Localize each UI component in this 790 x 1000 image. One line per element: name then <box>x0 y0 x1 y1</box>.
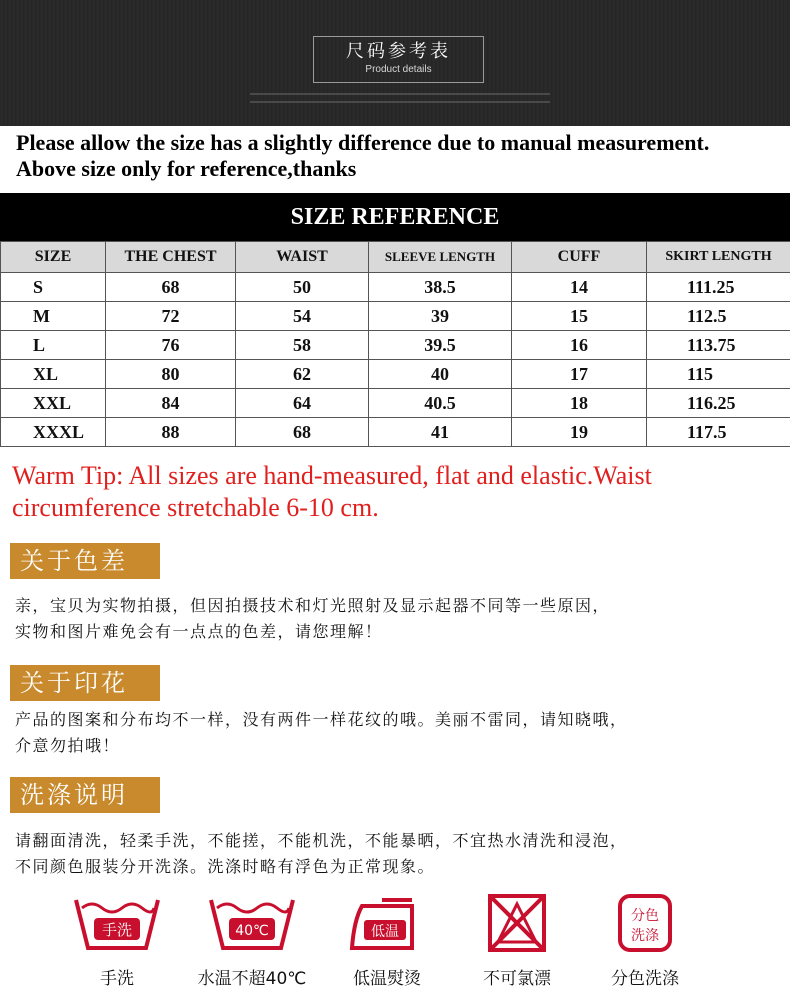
table-cell: 64 <box>236 389 369 418</box>
table-cell: 40 <box>369 360 512 389</box>
table-cell: 111.25 <box>647 273 790 302</box>
section-body-wash <box>15 828 785 880</box>
care-label: 手洗 <box>100 969 134 989</box>
section-title-print: 关于印花 <box>10 665 160 701</box>
table-cell: 68 <box>106 273 236 302</box>
warm-tip: Warm Tip: All sizes are hand-measured, flat and elastic.Waist circumference stretchable 6-10 cm. <box>12 461 652 522</box>
table-row <box>1 273 790 302</box>
table-cell: 112.5 <box>647 302 790 331</box>
table-cell: 50 <box>236 273 369 302</box>
table-cell: XXL <box>1 389 106 418</box>
table-cell: 116.25 <box>647 389 790 418</box>
table-cell: 17 <box>512 360 647 389</box>
size-table-title: SIZE REFERENCE <box>0 193 790 241</box>
hand-wash-icon <box>72 892 162 954</box>
table-row <box>1 360 790 389</box>
section-line: 介意勿拍哦！ <box>15 736 121 755</box>
low-iron-icon <box>342 892 432 954</box>
table-cell: 113.75 <box>647 331 790 360</box>
table-cell: 38.5 <box>369 273 512 302</box>
table-cell: 72 <box>106 302 236 331</box>
section-line: 产品的图案和分布均不一样，没有两件一样花纹的哦。美丽不雷同，请知晓哦， <box>15 710 628 729</box>
care-item-low-iron <box>322 892 452 989</box>
banner-fine-text <box>250 93 550 95</box>
section-body-color <box>15 593 785 645</box>
separate-wash-badge-bottom: 洗涤 <box>631 928 659 944</box>
wash-40-badge: 40℃ <box>235 923 269 939</box>
table-cell: XL <box>1 360 106 389</box>
table-cell: 39 <box>369 302 512 331</box>
hand-wash-badge: 手洗 <box>101 921 133 939</box>
banner-title: 尺码参考表 <box>346 41 451 62</box>
care-item-separate-wash <box>580 892 710 989</box>
care-label: 不可氯漂 <box>483 969 551 989</box>
table-cell: 117.5 <box>647 418 790 447</box>
table-cell: 16 <box>512 331 647 360</box>
section-line: 实物和图片难免会有一点点的色差，请您理解！ <box>15 622 383 641</box>
column-header: THE CHEST <box>106 242 236 273</box>
notice-line: Above size only for reference,thanks <box>16 156 357 181</box>
separate-wash-badge-top: 分色 <box>631 908 659 924</box>
table-cell: 84 <box>106 389 236 418</box>
section-line: 不同颜色服装分开洗涤。洗涤时略有浮色为正常现象。 <box>15 857 436 876</box>
notice-line: Please allow the size has a slightly difference due to manual measurement. <box>16 130 710 155</box>
care-label: 分色洗涤 <box>611 969 679 989</box>
table-cell: XXXL <box>1 418 106 447</box>
section-body-print <box>15 707 785 759</box>
table-cell: 14 <box>512 273 647 302</box>
banner-title-box <box>313 36 484 83</box>
table-cell: 62 <box>236 360 369 389</box>
table-cell: 15 <box>512 302 647 331</box>
table-cell: 39.5 <box>369 331 512 360</box>
table-cell: 58 <box>236 331 369 360</box>
no-bleach-icon <box>472 892 562 954</box>
care-item-hand-wash <box>52 892 182 989</box>
section-title-color: 关于色差 <box>10 543 160 579</box>
table-cell: 80 <box>106 360 236 389</box>
column-header: WAIST <box>236 242 369 273</box>
column-header: SKIRT LENGTH <box>647 242 790 273</box>
table-cell: 40.5 <box>369 389 512 418</box>
table-row <box>1 302 790 331</box>
table-cell: M <box>1 302 106 331</box>
table-cell: 41 <box>369 418 512 447</box>
table-cell: 115 <box>647 360 790 389</box>
banner-fine-text <box>250 101 550 103</box>
measurement-notice <box>16 130 786 182</box>
table-row <box>1 331 790 360</box>
section-title-wash: 洗涤说明 <box>10 777 160 813</box>
care-item-no-bleach <box>452 892 582 989</box>
table-cell: 19 <box>512 418 647 447</box>
wash-40-icon <box>207 892 297 954</box>
column-header: SIZE <box>1 242 106 273</box>
table-row <box>1 418 790 447</box>
table-cell: 76 <box>106 331 236 360</box>
column-header: SLEEVE LENGTH <box>369 242 512 273</box>
banner-subtitle: Product details <box>365 64 432 75</box>
separate-wash-icon <box>600 892 690 954</box>
table-row <box>1 389 790 418</box>
table-cell: 18 <box>512 389 647 418</box>
table-header-row <box>1 242 790 273</box>
table-cell: 68 <box>236 418 369 447</box>
header-banner <box>0 0 790 126</box>
table-cell: L <box>1 331 106 360</box>
table-cell: 88 <box>106 418 236 447</box>
section-line: 请翻面清洗，轻柔手洗，不能搓，不能机洗，不能暴晒，不宜热水清洗和浸泡， <box>15 831 628 850</box>
low-iron-badge: 低温 <box>371 924 399 940</box>
care-label: 水温不超40℃ <box>197 969 307 989</box>
table-cell: 54 <box>236 302 369 331</box>
care-item-wash-40 <box>187 892 317 989</box>
table-cell: S <box>1 273 106 302</box>
care-label: 低温熨烫 <box>353 969 421 989</box>
section-line: 亲，宝贝为实物拍摄，但因拍摄技术和灯光照射及显示起器不同等一些原因， <box>15 596 611 615</box>
column-header: CUFF <box>512 242 647 273</box>
size-table <box>0 241 790 447</box>
